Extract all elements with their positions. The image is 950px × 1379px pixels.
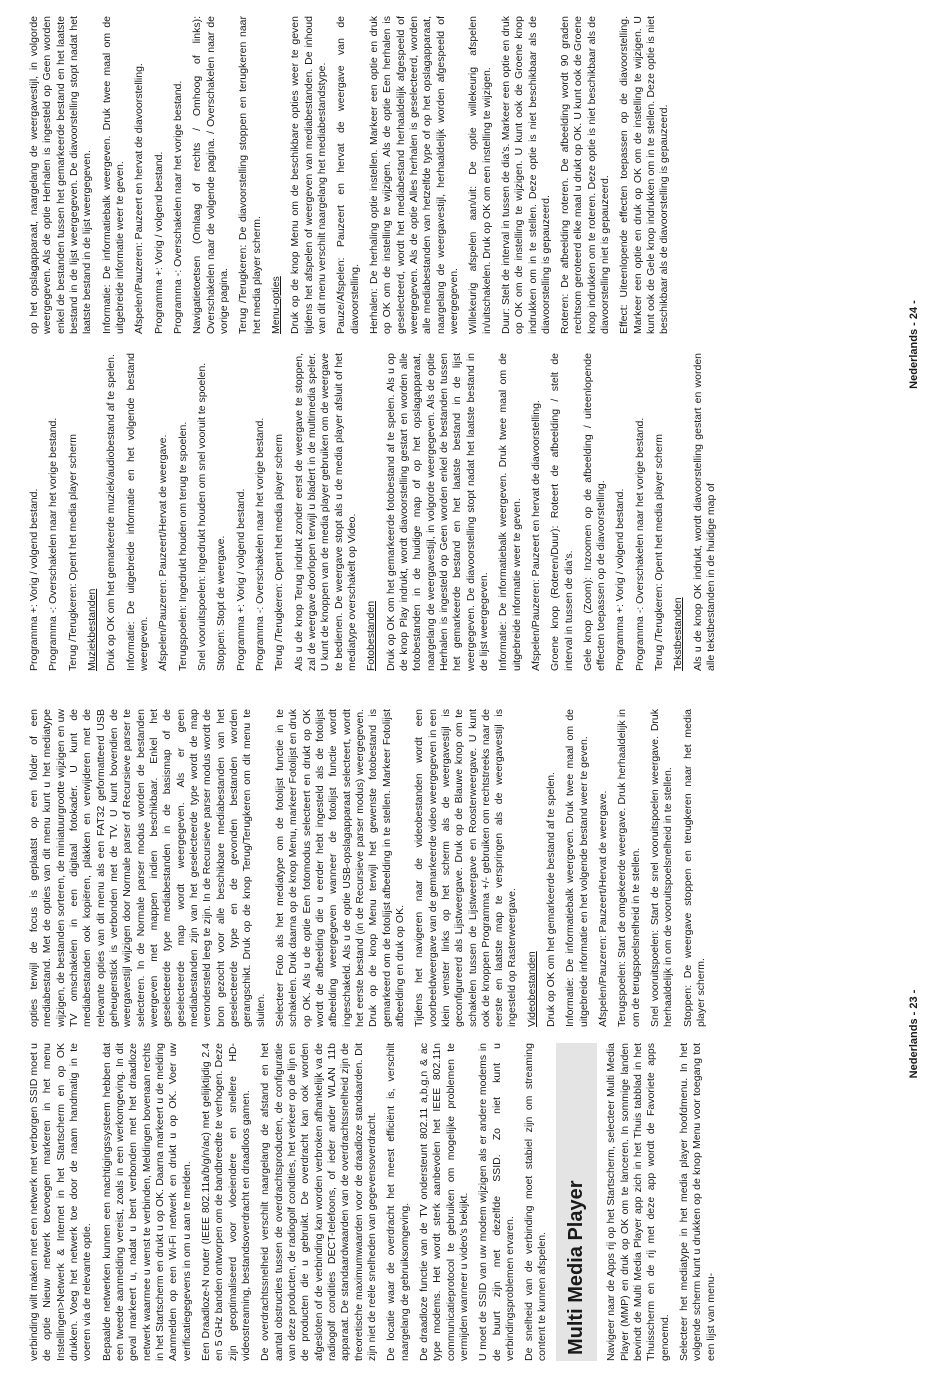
- paragraph: De overdrachtssnelheid verschilt naargelang de afstand en het aantal obstructies tussen de overdrachtsproducten, de configuratie van deze producten, de radiogolf condities, het verkeer op de lijn en de producten die u gebruikt. De overdracht kan ook worden afgesloten of de verbinding kan worden verbroken afhankelijk va de radiogolf condities DECT-telefoons, of ieder ander WLAN 11b apparaat. De standaardwaarden van de overdrachtssnelheid zijn de theoretische maximumwaarden voor de draadloze standaarden. Dit zijn niet de reële snelheden van gegevensoverdracht.: [259, 1043, 378, 1361]
- paragraph: Snel vooruitspoelen: Ingedrukt houden om snel vooruit te spoelen.: [195, 362, 208, 671]
- paragraph: Willekeurig afspelen aan/uit: De optie willekeurig afspelen in/uitschakelen. Druk op OK om een instelling te wijzigen.: [467, 16, 493, 334]
- section-heading: Multi Media Player: [564, 1180, 587, 1355]
- paragraph: Programma -: Overschakelen naar het vorige bestand.: [633, 417, 646, 671]
- subheading: Videobestanden: [525, 951, 538, 1027]
- paragraph: Selecteer Foto als het mediatype om de fotolijst functie in te schakelen. Druk daarna op de knop Menu, markeer Fotolijst en druk op OK. Als u de optie Een fotomodus selecteert en drukt op OK wordt de afbeelding die u eerder hebt ingesteld als de fotolijst afbeelding weergegeven wanneer de fotolijst functie wordt ingeschakeld. Als u de optie USB-opslagapparaat selecteert, wordt het eerste bestand (in de Recursieve parser modus) weergegeven. Druk op de knop Menu terwijl het gewenste fotobestand is gemarkeerd om de fotolijst afbeelding in te stellen. Markeer Fotolijst afbeelding en druk op OK.: [273, 709, 406, 1027]
- paragraph: Programma +: Vorig / volgend bestand.: [152, 151, 165, 334]
- paragraph: Informatie: De informatiebalk weergeven. Druk twee maal om de uitgebreide informatie en het volgende bestand weer te geven.: [564, 709, 590, 1027]
- paragraph: Terug /Terugkeren: Opent het media player scherm: [653, 434, 666, 671]
- paragraph: Terug /Terugkeren: Opent het media player scherm: [66, 434, 79, 671]
- page-24-column-2: [28, 16, 870, 334]
- paragraph: Terugspoelen: Ingedrukt houden om terug te spoelen.: [176, 421, 189, 671]
- paragraph: Programma +: Vorig / volgend bestand.: [614, 488, 627, 671]
- paragraph: De draadloze functie van de TV ondersteunt 802.11 a,b,g,n & ac type modems. Het wordt sterk aanbevolen het IEEE 802.11n communicatieprotocol te gebruiken om mogelijke problemen te vermijden wanneer u video's bekijkt.: [417, 1043, 470, 1361]
- paragraph: Een Draadloze-N router (IEEE 802.11a/b/g/n/ac) met gelijktijdig 2.4 en 5 GHz banden ontworpen om de bandbreedte te verhogen. Deze zijn geoptimaliseerd voor vloeiendere en snellere HD-videostreaming, bestandsoverdracht en draadloos gamen.: [199, 1043, 252, 1361]
- paragraph: Informatie: De informatiebalk weergeven. Druk twee maal om de uitgebreide informatie weer te geven.: [100, 16, 126, 334]
- paragraph: Navigeer naar de Apps rij op het Startscherm, selecteer Multi Media Player (MMP) en druk op OK om te lanceren. In sommige landen bevindt de Multi Media Player app zich in het Thuis tabblad in het Thuisscherm en de rij met deze app wordt de Favoriete apps genoemd.: [605, 1043, 671, 1361]
- paragraph: Afspelen/Pauzeren: Pauzeert/Hervat de weergave.: [597, 790, 610, 1027]
- paragraph: Snel vooruitspoelen: Start de snel vooruitspoelen weergave. Druk herhaaldelijk in om de vooruitspoelsnelheid in te stellen.: [649, 709, 675, 1027]
- paragraph: op het opslagapparaat, naargelang de weergavestijl, in volgorde weergegeven. Als de optie Herhalen is ingesteld op Geen worden enkel de bestanden tussen het gemarkeerde bestand en het laatste bestand in de lijst weergegeven. De diavoorstelling stopt nadat het laatste bestand in de lijst weergegeven.: [28, 16, 94, 334]
- paragraph: Druk op OK om het gemarkeerde bestand af te spelen.: [545, 771, 558, 1027]
- paragraph: Druk op de knop Menu om de beschikbare opties weer te geven tijdens het afspelen of weergeven van mediabestanden. De inhoud van dit menu verschilt naargelang het mediabestandstype.: [289, 16, 328, 334]
- subheading: Tekstbestanden: [672, 597, 685, 671]
- paragraph: Programma +: Vorig / volgend bestand.: [28, 488, 40, 671]
- paragraph: Als u de knop Terug indrukt zonder eerst de weergave te stoppen, zal de weergave doorlopen terwijl u bladert in de multimedia speler. U kunt de knoppen van de media player gebruiken om de weergave te bedienen. De weergave stopt als u de media player afsluit of het mediatype overschakelt op Video.: [292, 353, 358, 671]
- paragraph: Duur: Stelt de interval in tussen de dia's. Markeer een optie en druk op OK om de instelling te wijzigen. U kunt ook de Groene knop indrukken om in te stellen. Deze optie is niet beschikbaar als de diavoorstelling is gepauzeerd.: [499, 16, 552, 334]
- paragraph: Stoppen: Stopt de weergave.: [215, 535, 228, 671]
- section-heading-band: [556, 1043, 597, 1361]
- paragraph: Informatie: De uitgebreide informatie en het volgende bestand weergeven.: [124, 353, 150, 671]
- paragraph: U moet de SSID van uw modem wijzigen als er andere modems in de buurt zijn met dezelfde SSID. Zo niet kunt u verbindingsproblemen ervaren.: [477, 1043, 516, 1361]
- paragraph: Terug /Terugkeren: De diavoorstelling stoppen en terugkeren naar het media player scherm.: [237, 16, 263, 334]
- paragraph: Druk op OK om het gemarkeerde fotobestand af te spelen. Als u op de knop Play indrukt, wordt diavoorstelling gestart en worden alle fotobestanden in de huidige map of op het opslagapparaat, naargelang de weergavestijl, in volgorde weergegeven. Als de optie Herhalen is ingesteld op Geen worden enkel de bestanden tussen het gemarkeerde bestand en het laatste bestand in de lijst weergegeven. De diavoorstelling stopt nadat het laatste bestand in de lijst weergegeven.: [384, 353, 490, 671]
- page-24-column-1: [28, 353, 870, 671]
- paragraph: Roteren: De afbeelding roteren. De afbeelding wordt 90 graden rechtsom geroteerd elke maal u drukt op OK. U kunt ook de Groene knop indrukken om te roteren. Deze optie is niet beschikbaar als de diavoorstelling niet is gepauzeerd.: [559, 16, 612, 334]
- subheading: Menu-opties: [269, 276, 282, 334]
- paragraph: Terugspoelen: Start de omgekeerde weergave. Druk herhaaldelijk in om de terugspoelsnelheid in te stellen.: [616, 709, 642, 1027]
- paragraph: Effect: Uiteenlopende effecten toepassen op de diavoorstelling. Markeer een optie en druk op OK om de instelling te wijzigen. U kunt ook de Gele knop indrukken om in te stellen. Deze optie is niet beschikbaar als de diavoorstelling is gepauzeerd.: [618, 16, 671, 334]
- paragraph: Als u de knop OK indrukt, wordt diavoorstelling gestart en worden alle tekstbestanden in de huidige map of: [691, 353, 718, 671]
- paragraph: Herhalen: De herhaling optie instellen. Markeer een optie en druk op OK om de instelling te wijzigen. Als de optie Een herhalen is geselecteerd, wordt het mediabestand herhaaldelijk afgespeeld of weergegeven. Als de optie Alles herhalen is geselecteerd, worden alle mediabestanden van hetzelfde type of op het opslagapparaat, naargelang de weergavestijl, herhaaldelijk worden afgespeeld of weergegeven.: [367, 16, 460, 334]
- paragraph: Stoppen: De weergave stoppen en terugkeren naar het media player scherm.: [681, 709, 708, 1027]
- paragraph: Pauze/Afspelen: Pauzeert en hervat de weergave van de diavoorstelling.: [335, 16, 361, 334]
- paragraph: Programma -: Overschakelen naar het vorige bestand.: [171, 80, 184, 334]
- paragraph: Navigatietoetsen (Omlaag of rechts / Omhoog of links): Overschakelen naar de volgende pagina. / Overschakelen naar de vorige pagina.: [191, 16, 230, 334]
- page-24: [0, 0, 950, 689]
- page-23: [0, 689, 950, 1379]
- page-23-column-2: [28, 709, 870, 1027]
- paragraph: Druk op OK om het gemarkeerde muziek/audiobestand af te spelen.: [105, 354, 118, 671]
- paragraph: verbinding wilt maken met een netwerk met verborgen SSID moet u de optie Nieuw netwerk toevoegen markeren in het menu Instellingen>Netwerk & Internet in het Startscherm en op OK drukken. Voeg het netwerk toe door de naam handmatig in te voeren via de relevante optie.: [28, 1043, 94, 1361]
- paragraph: De locatie waar de overdracht het meest efficiënt is, verschilt naargelang de gebruiksomgeving.: [385, 1043, 411, 1361]
- paragraph: Programma +: Vorig / volgend bestand.: [234, 488, 247, 671]
- paragraph: Afspelen/Pauzeren: Pauzeert en hervat de diavoorstelling.: [529, 400, 542, 671]
- page-number: Nederlands - 23 -: [908, 989, 920, 1079]
- paragraph: Tijdens het navigeren naar de videobestanden wordt een voorbeeldweergave van de gemarkeerde video weergegeven in een klein venster links op het scherm als de weergavestijl is geconfigureerd als Lijstweergave. Druk op de Blauwe knop om te schakelen tussen de Lijstweergave en Roosterweergave. U kunt ook de knoppen Programma +/- gebruiken om rechtstreeks naar de eerste en laatste map te verspringen als de weergavestijl is ingesteld op Rasterweergave.: [413, 709, 519, 1027]
- paragraph: Programma -: Overschakelen naar het vorige bestand.: [253, 417, 266, 671]
- subheading: Muziekbestanden: [85, 588, 98, 671]
- paragraph: Terug /Terugkeren: Opent het media player scherm: [273, 434, 286, 671]
- page-23-column-1: [28, 1043, 870, 1361]
- paragraph: Selecteer het mediatype in het media player hoofdmenu. In het volgende scherm kunt u drukken op de knop Menu voor toegang tot een lijst van menu-: [677, 1043, 717, 1361]
- paragraph: Bepaalde netwerken kunnen een machtigingssysteem hebben dat een tweede aanmelding vereist, zoals in een werkomgeving. In dit geval markeert u, nadat u bent verbonden met het draadloze netwerk waarmee u wenst te verbinden, Meldingen bovenaan rechts in het Startscherm en drukt u op OK. Daarna markeert u de melding Aanmelden op een Wi-Fi netwerk en drukt u op OK. Voer uw verificatiegegevens in om u aan te melden.: [100, 1043, 193, 1361]
- paragraph: Groene knop (Roteren/Duur): Roteert de afbeelding / stelt de interval in tussen de dia's.: [549, 353, 575, 671]
- page-number: Nederlands - 24 -: [908, 300, 920, 389]
- paragraph: Programma -: Overschakelen naar het vorige bestand.: [47, 417, 60, 671]
- paragraph: Informatie: De informatiebalk weergeven. Druk twee maal om de uitgebreide informatie weer te geven.: [497, 353, 523, 671]
- paragraph: Afspelen/Pauzeren: Pauzeert/Hervat de weergave.: [157, 434, 170, 671]
- paragraph: Afspelen/Pauzeren: Pauzeert en hervat de diavoorstelling.: [133, 63, 146, 334]
- paragraph: Gele knop (Zoom): Inzoomen op de afbeelding / uiteenlopende effecten toepassen op de diavoorstelling.: [581, 353, 608, 671]
- paragraph: De snelheid van de verbinding moet stabiel zijn om streaming content te kunnen afspelen.: [523, 1043, 549, 1361]
- subheading: Fotobestanden: [365, 600, 378, 671]
- paragraph: opties terwijl de focus is geplaatst op een folder of een mediabestand. Met de opties van dit menu kunt u het mediatype wijzigen, de bestanden sorteren, de miniatuurgrootte wijzigen en uw TV omschakelen in een digitaal fotokader. U kunt de mediabestanden ook kopiëren, plakken en verwijderen met de relevante opties van dit menu als een FAT32 geformatteerd USB geheugenstick is verbonden met de TV. U kunt bovendien de weergavestijl wijzigen door Normale parser of Recursieve parser te selecteren. In de Normale parser modus worden de bestanden weergeven met mappen indien beschikbaar. Enkel het geselecteerde type mediabestanden in de basismap of de geselecteerde map wordt weergegeven. Als er geen mediabestanden zijn van het geselecteerde type wordt de map verondersteld leeg te zijn. In de Recursieve parser modus wordt de bron gezocht voor alle beschikbare mediabestanden van het geselecteerde type en de gevonden bestanden worden gerangschikt. Druk op de knop Terug/Terugkeren om dit menu te sluiten.: [28, 709, 267, 1027]
